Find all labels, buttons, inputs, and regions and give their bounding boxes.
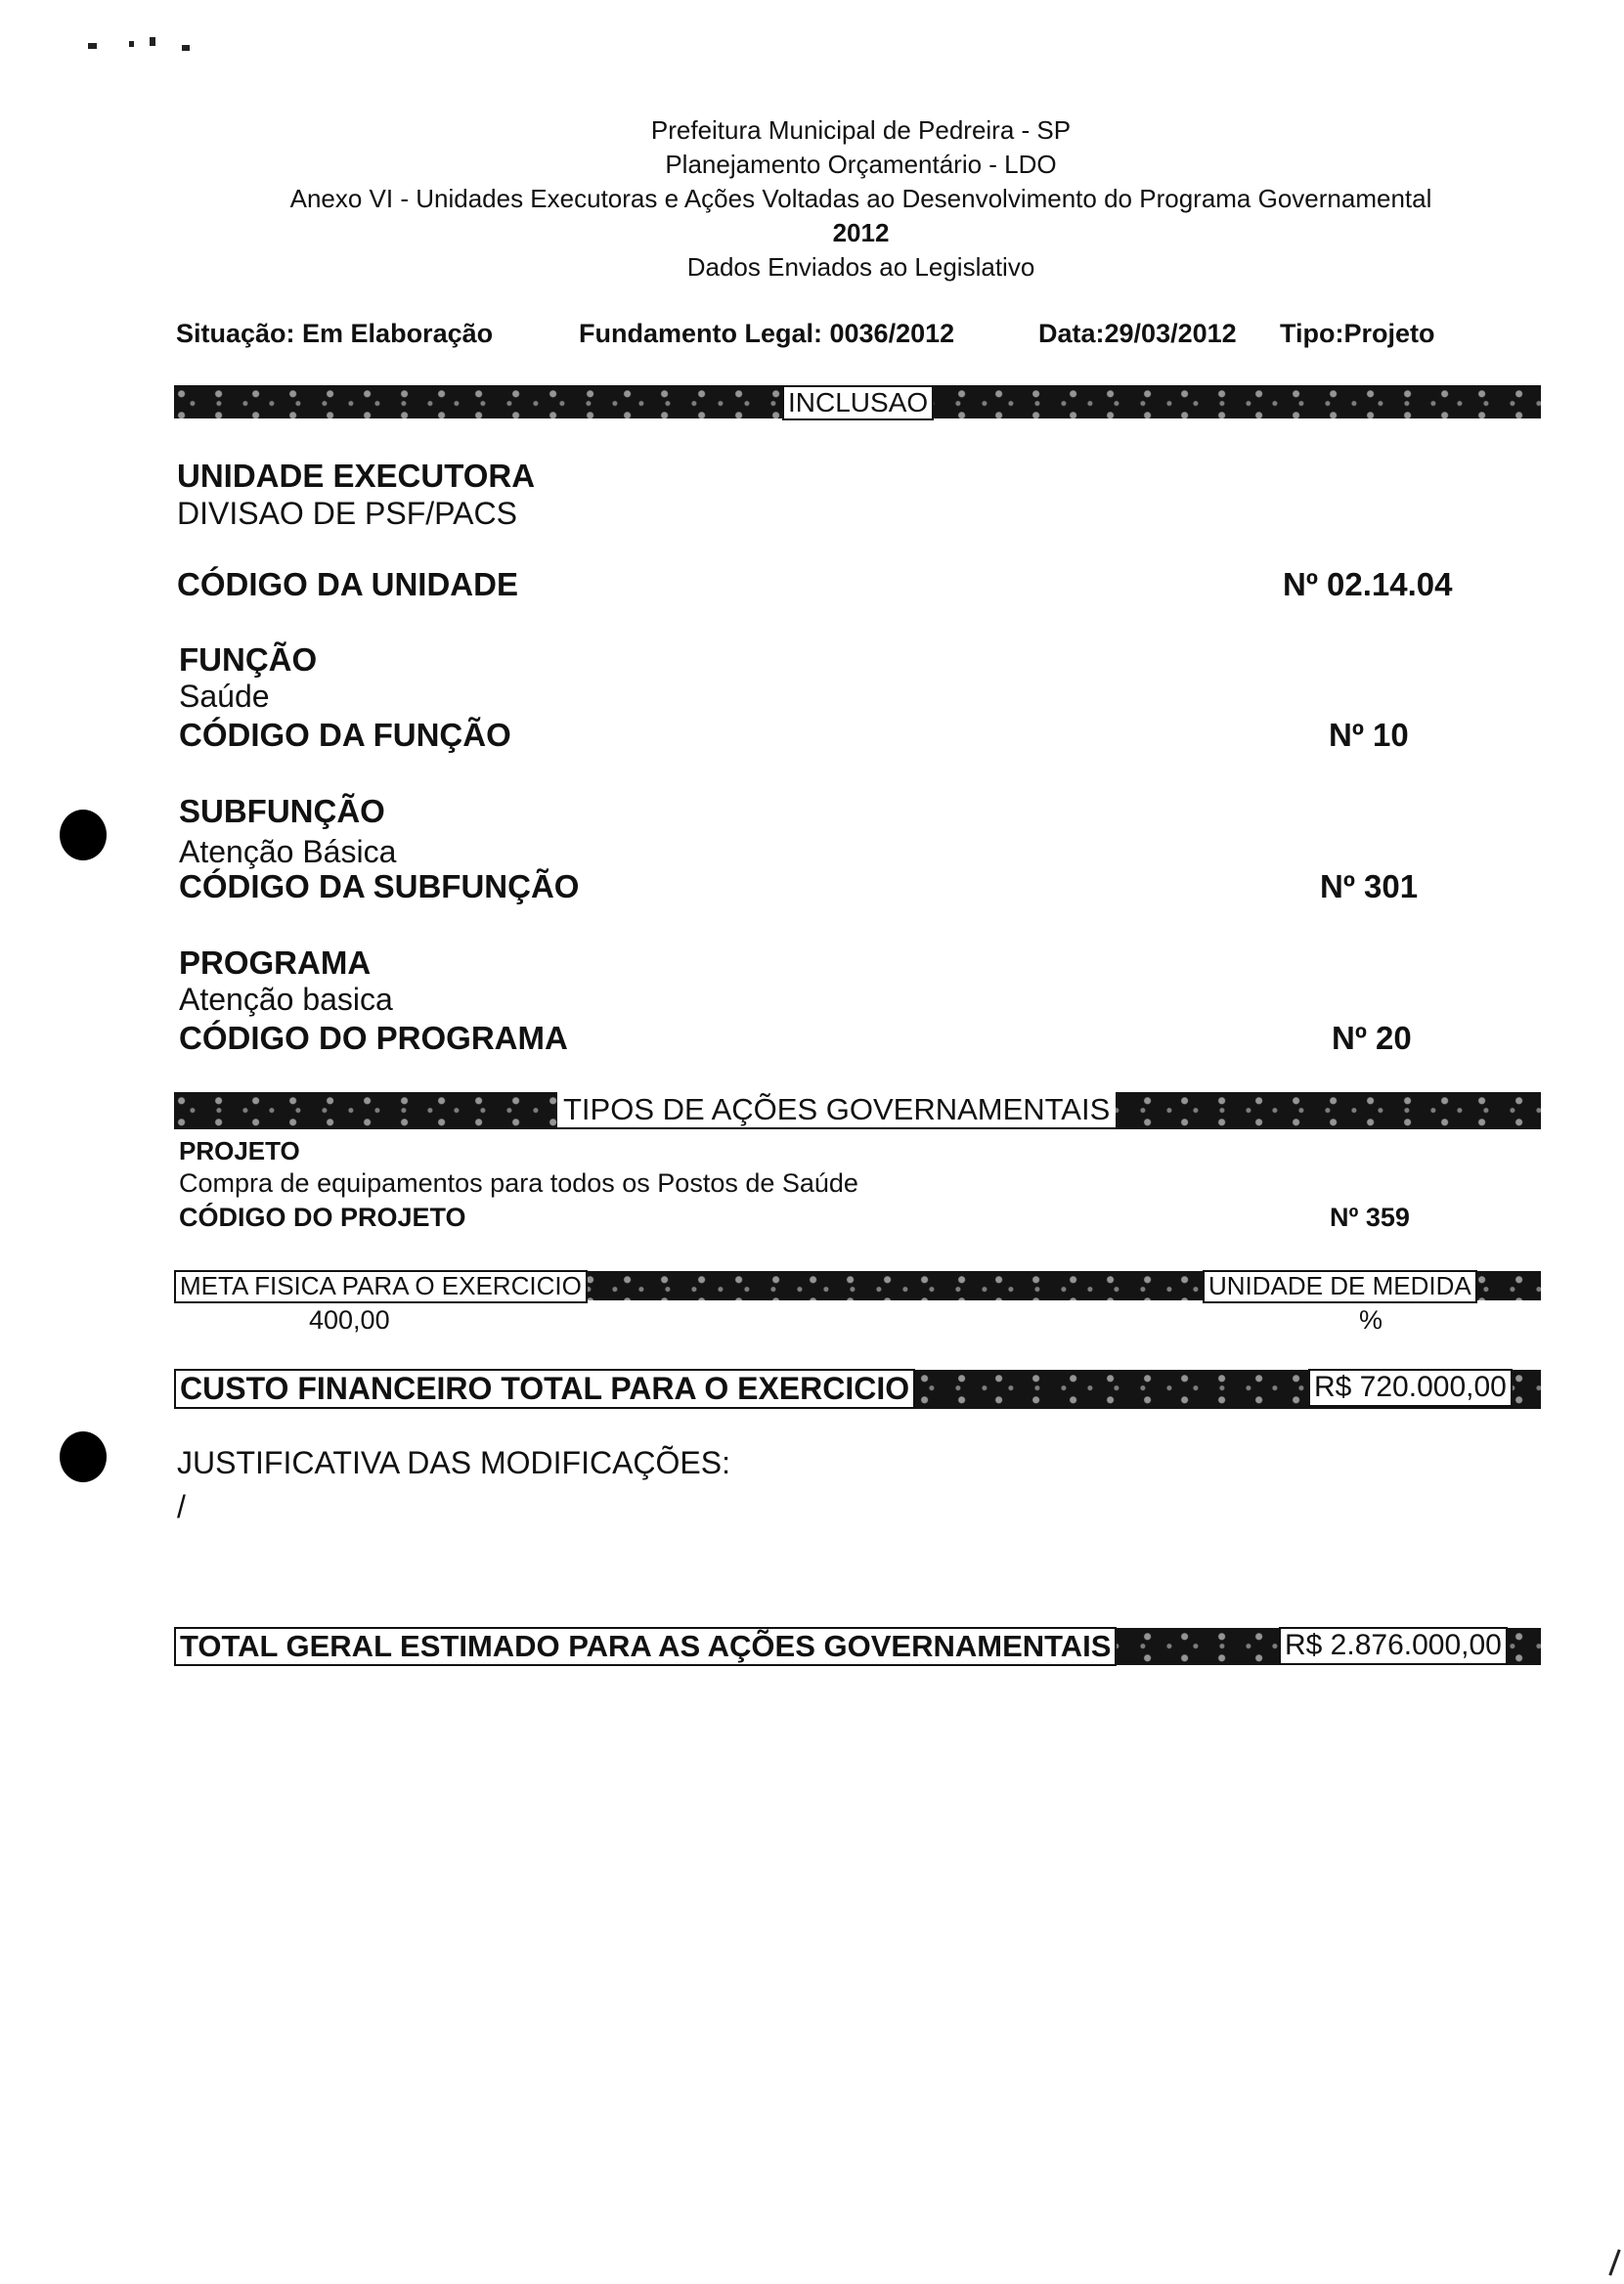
scan-speck	[1608, 2249, 1620, 2275]
inclusao-bar	[174, 385, 1541, 418]
scan-speck	[182, 45, 190, 51]
scan-speck	[150, 37, 155, 46]
inclusao-label: INCLUSAO	[782, 385, 934, 420]
custo-bar	[174, 1370, 1541, 1409]
unidade-code: Nº 02.14.04	[1283, 566, 1453, 602]
custo-label: CUSTO FINANCEIRO TOTAL PARA O EXERCICIO	[174, 1369, 915, 1409]
header-year: 2012	[832, 218, 890, 247]
projeto-code: Nº 359	[1330, 1203, 1410, 1232]
programa-code-label: CÓDIGO DO PROGRAMA	[179, 1020, 568, 1056]
meta-situacao: Situação: Em Elaboração	[176, 319, 494, 348]
header-annex: Anexo VI - Unidades Executoras e Ações Voltadas ao Desenvolvimento do Programa Governamental	[289, 184, 1432, 213]
programa-code: Nº 20	[1332, 1020, 1412, 1056]
funcao-name: Saúde	[179, 679, 270, 714]
unidade-medida-value: %	[1359, 1305, 1383, 1335]
programa-heading: PROGRAMA	[179, 944, 372, 981]
meta-fisica-bar	[174, 1271, 1541, 1300]
meta-data: Data:29/03/2012	[1038, 319, 1237, 348]
custo-value: R$ 720.000,00	[1308, 1369, 1513, 1407]
projeto-code-label: CÓDIGO DO PROJETO	[179, 1203, 466, 1232]
unidade-heading: UNIDADE EXECUTORA	[177, 458, 536, 494]
header-municipality: Prefeitura Municipal de Pedreira - SP	[650, 115, 1072, 145]
meta-tipo: Tipo:Projeto	[1280, 319, 1435, 348]
funcao-code-label: CÓDIGO DA FUNÇÃO	[179, 717, 511, 753]
scan-speck	[88, 43, 97, 49]
tipos-label: TIPOS DE AÇÕES GOVERNAMENTAIS	[557, 1092, 1116, 1127]
justificativa-value: /	[177, 1489, 186, 1524]
binder-hole	[60, 1431, 107, 1482]
total-label: TOTAL GERAL ESTIMADO PARA AS AÇÕES GOVERNAMENTAIS	[174, 1627, 1117, 1666]
funcao-code: Nº 10	[1329, 717, 1409, 753]
scan-speck	[129, 41, 134, 47]
meta-fisica-label: META FISICA PARA O EXERCICIO	[174, 1270, 588, 1303]
projeto-description: Compra de equipamentos para todos os Postos de Saúde	[179, 1168, 858, 1198]
meta-fisica-value: 400,00	[309, 1305, 390, 1335]
subfuncao-code: Nº 301	[1320, 868, 1419, 904]
unidade-name: DIVISAO DE PSF/PACS	[177, 496, 517, 531]
subfuncao-code-label: CÓDIGO DA SUBFUNÇÃO	[179, 868, 580, 904]
unidade-code-label: CÓDIGO DA UNIDADE	[177, 566, 518, 602]
total-bar	[174, 1628, 1541, 1665]
subfuncao-name: Atenção Básica	[179, 834, 397, 869]
total-value: R$ 2.876.000,00	[1279, 1627, 1508, 1665]
meta-fundamento: Fundamento Legal: 0036/2012	[579, 319, 955, 348]
unidade-medida-label: UNIDADE DE MEDIDA	[1203, 1270, 1477, 1303]
subfuncao-heading: SUBFUNÇÃO	[179, 793, 385, 829]
binder-hole	[60, 810, 107, 860]
header-status: Dados Enviados ao Legislativo	[686, 252, 1035, 282]
justificativa-label: JUSTIFICATIVA DAS MODIFICAÇÕES:	[177, 1445, 730, 1480]
tipos-bar	[174, 1092, 1541, 1129]
projeto-heading: PROJETO	[179, 1136, 300, 1165]
funcao-heading: FUNÇÃO	[179, 641, 318, 678]
header-planning: Planejamento Orçamentário - LDO	[665, 150, 1057, 179]
programa-name: Atenção basica	[179, 982, 393, 1017]
